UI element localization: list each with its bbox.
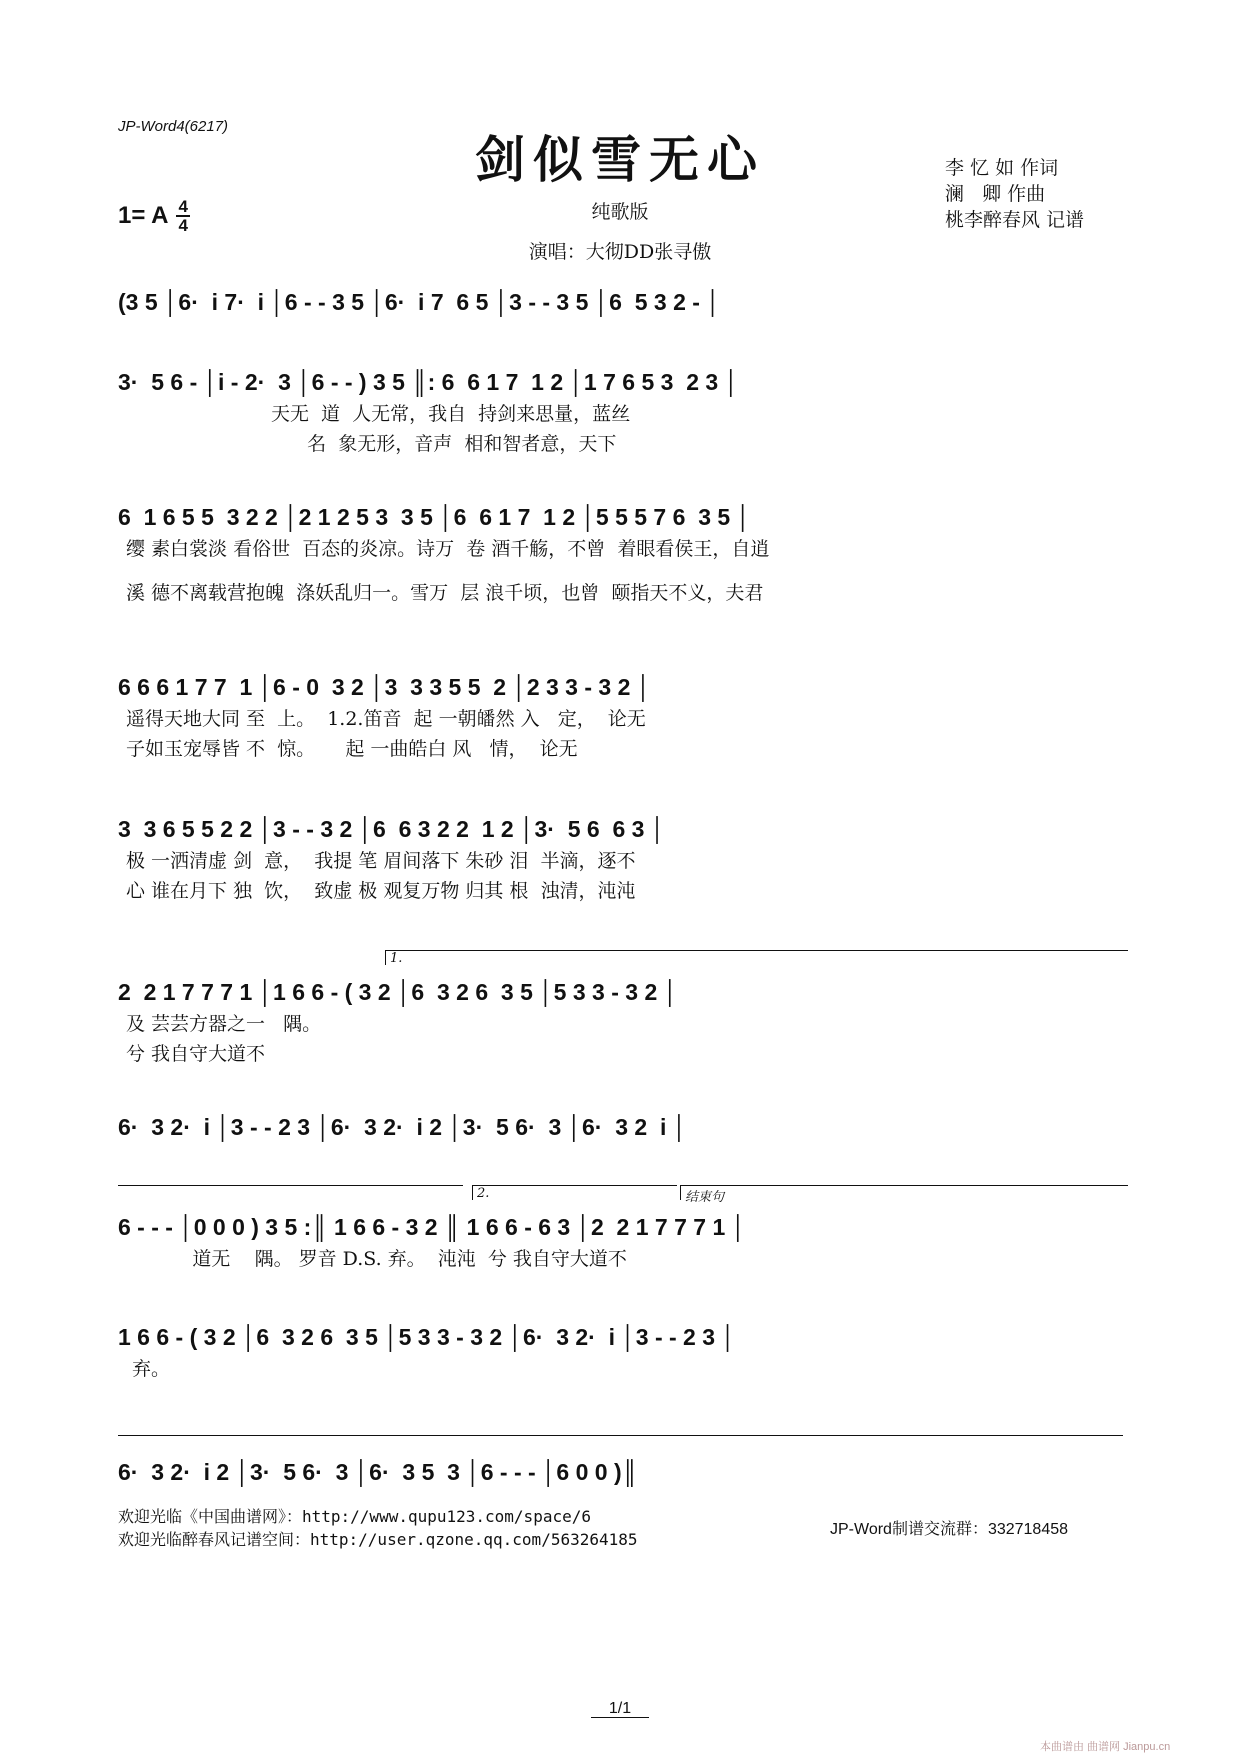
lyric-verse-1: 遥得天地大同 至 上。 1.2.笛音 起 一朝皤然 入 定， 论无 — [126, 708, 646, 730]
system-3 — [118, 500, 1123, 608]
notes-line: 3 3 6 5 5 2 2 │3 - - 3 2 │6 6 3 2 2 1 2 │3· 5 6 6 3 │ — [118, 816, 666, 842]
composer-credit: 澜 卿 作曲 — [945, 183, 1046, 205]
coda-continuation — [118, 1435, 1123, 1436]
lyric-verse-2: 名 象无形，音声 相和智者意，天下 — [126, 433, 617, 455]
lyric-verse-1: 缨 素白裳淡 看俗世 百态的炎凉。诗万 卷 酒千觞，不曾 着眼看侯王，自逍 — [126, 538, 770, 560]
lyricist-credit: 李 忆 如 作词 — [945, 157, 1059, 179]
lyric-verse-2: 溪 德不离载营抱魄 涤妖乱归一。雪万 层 浪千顷，也曾 颐指天不义，夫君 — [126, 582, 764, 604]
notes-line: 2 2 1 7 7 7 1 │1 6 6 - ( 3 2 │6 3 2 6 3 5 │5 3 3 - 3 2 │ — [118, 979, 678, 1005]
time-top: 4 — [178, 197, 188, 216]
transcriber-credit: 桃李醉春风 记谱 — [945, 209, 1085, 231]
first-ending-bracket: 1. — [385, 950, 1128, 965]
system-10 — [118, 1455, 1123, 1489]
lyric-verse-1: 天无 道 人无常，我自 持剑来思量，蓝丝 — [126, 403, 631, 425]
second-ending-bracket: 2. — [472, 1185, 677, 1200]
lyric-verse-1: 道无 隅。 罗音 D.S. 弃。 沌沌 兮 我自守大道不 — [126, 1248, 627, 1270]
credits — [945, 155, 1084, 233]
system-4 — [118, 670, 1123, 764]
notes-line: 6 1 6 5 5 3 2 2 │2 1 2 5 3 3 5 │6 6 1 7 1 2 │5 5 5 7 6 3 5 │ — [118, 504, 751, 530]
notes-line: (3 5 │6· i 7· i │6 - - 3 5 │6· i 7 6 5 │3 - - 3 5 │6 5 3 2 - │ — [118, 289, 721, 315]
system-9 — [118, 1320, 1123, 1384]
watermark: 本曲谱由 曲谱网 Jianpu.cn — [1040, 1741, 1171, 1753]
notes-line: 1 6 6 - ( 3 2 │6 3 2 6 3 5 │5 3 3 - 3 2 │6· 3 2· i │3 - - 2 3 │ — [118, 1324, 736, 1350]
performer: 演唱：大彻DD张寻傲 — [528, 241, 712, 263]
notes-line: 6· 3 2· i │3 - - 2 3 │6· 3 2· i 2 │3· 5 6· 3 │6· 3 2 i │ — [118, 1114, 688, 1140]
lyric-verse-2: 子如玉宠辱皆 不 惊。 起 一曲皓白 风 情， 论无 — [126, 738, 578, 760]
lyric-verse-1: 极 一洒清虚 剑 意， 我提 笔 眉间落下 朱砂 泪 半滴，逐不 — [126, 850, 636, 872]
version-subtitle: 纯歌版 — [591, 201, 649, 223]
time-bottom: 4 — [178, 216, 188, 235]
system-6 — [118, 975, 1123, 1069]
lyric-verse-2: 兮 我自守大道不 — [126, 1043, 266, 1065]
notes-line: 6· 3 2· i 2 │3· 5 6· 3 │6· 3 5 3 │6 - - - │6 0 0 )║ — [118, 1459, 638, 1485]
song-title: 剑似雪无心 — [475, 130, 765, 189]
lyric-verse-1: 弃。 — [126, 1358, 171, 1380]
notes-line: 6 - - - │0 0 0 ) 3 5 :║ 1 6 6 - 3 2 ║ 1 6 6 - 6 3 │2 2 1 7 7 7 1 │ — [118, 1214, 747, 1240]
footer-links — [118, 1505, 638, 1551]
system-8 — [118, 1210, 1123, 1274]
system-1 — [118, 285, 1123, 319]
page-number — [0, 1700, 1240, 1718]
first-ending-continuation — [118, 1185, 463, 1186]
software-label: JP-Word4(6217) — [118, 118, 229, 135]
system-5 — [118, 812, 1123, 906]
lyric-verse-2: 心 谁在月下 独 饮， 致虚 极 观复万物 归其 根 浊清，沌沌 — [126, 880, 636, 902]
footer-line-2: 欢迎光临醉春风记谱空间：http://user.qzone.qq.com/563264185 — [118, 1530, 638, 1549]
coda-bracket: 结束句 — [680, 1185, 1128, 1200]
key-label: 1= A — [118, 202, 169, 229]
lyric-verse-1: 及 芸芸方器之一 隅。 — [126, 1013, 322, 1035]
key-signature — [118, 198, 190, 234]
system-2 — [118, 365, 1123, 459]
footer-line-1: 欢迎光临《中国曲谱网》：http://www.qupu123.com/space/6 — [118, 1507, 591, 1526]
notes-line: 6 6 6 1 7 7 1 │6 - 0 3 2 │3 3 3 5 5 2 │2 3 3 - 3 2 │ — [118, 674, 652, 700]
footer-group: JP-Word制谱交流群：332718458 — [830, 1521, 1069, 1538]
page-number-text: 1/1 — [591, 1700, 649, 1718]
time-signature — [176, 198, 189, 234]
system-7 — [118, 1110, 1123, 1144]
notes-line: 3· 5 6 - │i - 2· 3 │6 - - ) 3 5 ║: 6 6 1 7 1 2 │1 7 6 5 3 2 3 │ — [118, 369, 739, 395]
